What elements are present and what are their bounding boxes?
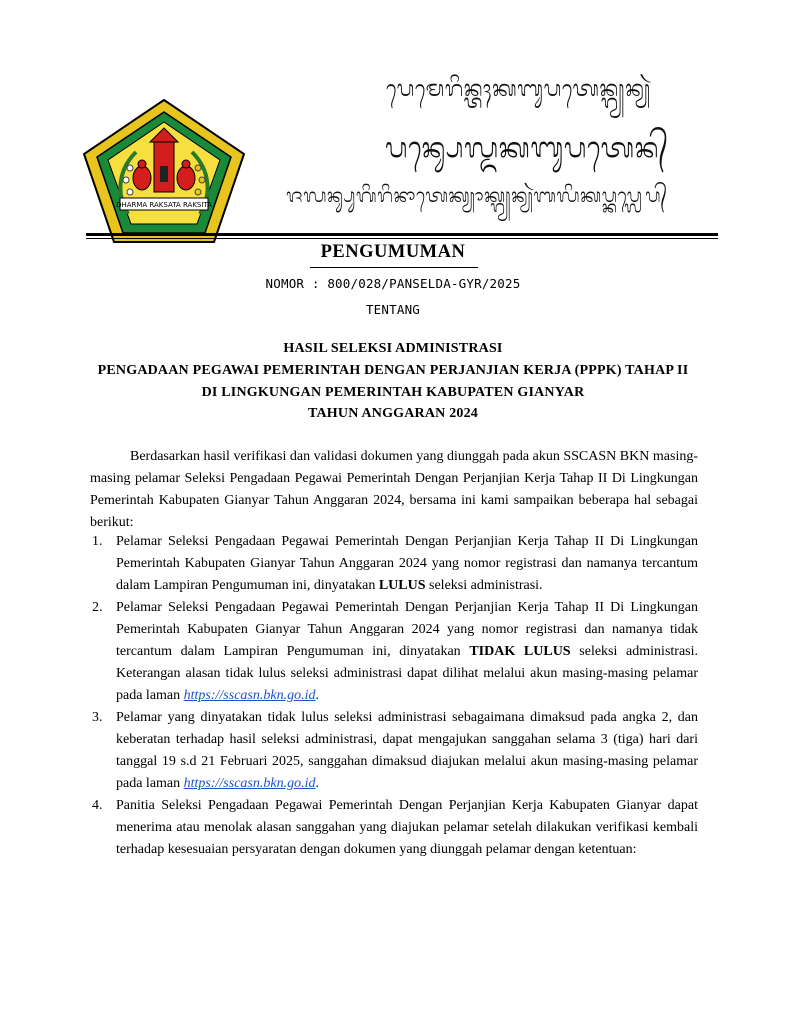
list-item-text-after: seleksi administrasi. [425,578,543,593]
list-item-text: Panitia Seleksi Pengadaan Pegawai Pemerintah Dengan Perjanjian Kerja Kabupaten Gianyar dapat menerima atau menolak alasan sanggahan yang diajukan pelamar setelah dilakukan verifikasi kembali terhadap kesesuaian persyaratan dengan dokumen yang diunggah pelamar dengan ketentuan: [116,798,698,857]
list-item-text: Pelamar Seleksi Pengadaan Pegawai Pemerintah Dengan Perjanjian Kerja Tahap II Di Lingkungan Pemerintah Kabupaten Gianyar Tahun Anggaran 2024 yang nomor registrasi dan namanya tercantum dalam Lampiran Pengumuman ini, dinyatakan [116,534,698,593]
heading-line-1: HASIL SELEKSI ADMINISTRASI [283,341,503,356]
list-item-text: Pelamar Seleksi Pengadaan Pegawai Pemerintah Dengan Perjanjian Kerja Tahap II Di Lingkungan Pemerintah Kabupaten Gianyar Tahun Anggaran 2024 yang nomor registrasi dan namanya tidak tercantum dalam Lampiran Pengumuman ini, dinyatakan [116,600,698,659]
list-item-number: 2. [92,600,103,615]
sscasn-link[interactable]: https://sscasn.bkn.go.id [183,776,316,791]
heading-line-4: TAHUN ANGGARAN 2024 [308,406,478,421]
letterhead-divider-thin [86,238,718,239]
sscasn-link[interactable]: https://sscasn.bkn.go.id [183,688,316,703]
letterhead-script-line-2: ᬧᬦ᭄ᬲᬾᬮ᭄ᬤᬓᬩᬸᬧᬢᬾᬦ᭄ [385,131,669,164]
announcement-list [90,531,698,861]
document-about-label: TENTANG [365,302,421,317]
heading-line-2: PENGADAAN PEGAWAI PEMERINTAH DENGAN PERJANJIAN KERJA (PPPK) TAHAP II [97,363,689,378]
heading-line-3: DI LINGKUNGAN PEMERINTAH KABUPATEN GIANYAR [201,385,585,400]
list-item [90,707,698,795]
gianyar-regency-logo [80,96,248,246]
list-item-number: 1. [92,534,103,549]
list-item-number: 3. [92,710,103,725]
list-item-link-suffix: . [315,688,319,703]
list-item [90,531,698,597]
list-item [90,597,698,707]
list-item-text: Pelamar yang dinyatakan tidak lulus seleksi administrasi sebagaimana dimaksud pada angka 2, dan keberatan terhadap hasil seleksi administrasi, dapat mengajukan sanggahan selama 3 (tiga) hari dari tanggal 19 s.d 21 Februari 2025, sanggahan dimaksud diajukan melalui akun masing-masing pelamar pada laman [116,710,698,791]
list-item-emphasis: TIDAK LULUS [469,644,571,659]
letterhead-script-line-1: ᬧᬾᬫᬾᬭᬶᬦ᭄ᬢᬄᬓᬩᬸᬧᬢᬾᬦ᭄ᬕ᭄ᬬᬦ᭄ᬬᬃ [386,77,651,102]
document-number: NOMOR : 800/028/PANSELDA-GYR/2025 [265,276,521,291]
letterhead-script-line-3: ᬚᬮᬦ᭄ᬲᬸᬕᬶᬭᬶᬦᬵᬢᬾᬓ᭄ᬬᬵᬓ᭄ᬕ᭄ᬬᬦ᭄ᬬᬃᬩᬮᬶᬓᬧ᭄ᬓᬧ᭄ᬮᬾᬧ᭄ [286,185,668,207]
list-item [90,795,698,861]
logo-motto: DHARMA RAKSATA RAKSITA [116,201,212,209]
title-underline [310,267,478,268]
list-item-number: 4. [92,798,103,813]
list-item-text-after: seleksi administrasi. Keterangan alasan tidak lulus seleksi administrasi dapat dilihat melalui akun masing-masing pelamar pada laman [116,644,698,703]
document-title: PENGUMUMAN [320,242,466,262]
list-item-emphasis: LULUS [378,578,426,593]
letterhead-divider-thick [86,233,718,236]
intro-paragraph: Berdasarkan hasil verifikasi dan validasi dokumen yang diunggah pada akun SSCASN BKN masing-masing pelamar Seleksi Pengadaan Pegawai Pemerintah Dengan Perjanjian Kerja Tahap II Di Lingkungan Pemerintah Kabupaten Gianyar Tahun Anggaran 2024, bersama ini kami sampaikan beberapa hal sebagai berikut: [90,449,698,530]
list-item-link-suffix: . [315,776,319,791]
